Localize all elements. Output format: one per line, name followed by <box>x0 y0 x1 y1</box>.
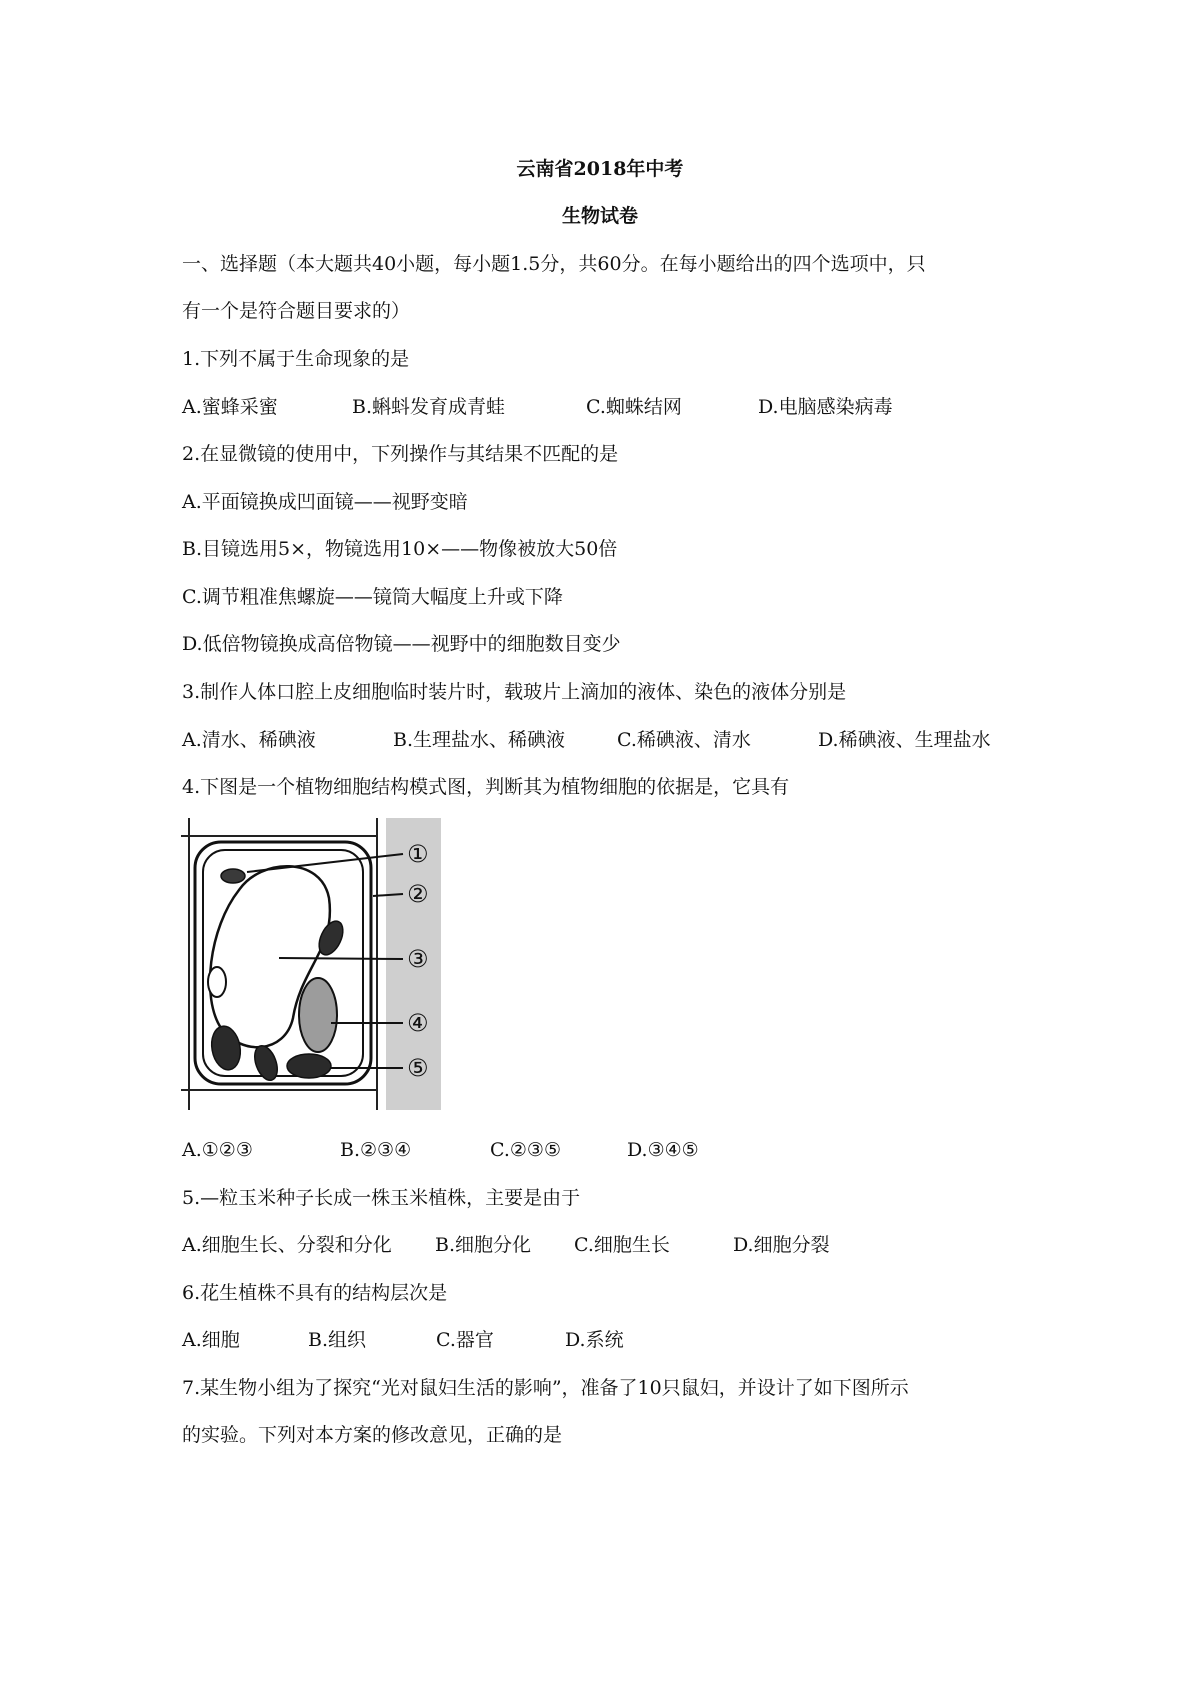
question-2-option-c: C.调节粗准焦螺旋——镜筒大幅度上升或下降 <box>182 586 563 608</box>
question-6-stem: 6.花生植株不具有的结构层次是 <box>182 1282 448 1304</box>
chloroplast <box>287 1054 331 1078</box>
question-1-option-c: C.蜘蛛结网 <box>586 396 682 418</box>
question-3-option-b: B.生理盐水、稀碘液 <box>393 729 566 751</box>
question-6-option-a: A.细胞 <box>182 1329 240 1351</box>
question-1-option-a: A.蜜蜂采蜜 <box>182 396 278 418</box>
question-5-stem: 5.—粒玉米种子长成一株玉米植株，主要是由于 <box>182 1187 581 1209</box>
question-2-option-a: A.平面镜换成凹面镜——视野变暗 <box>182 491 468 513</box>
section-instruction-line2: 有一个是符合题目要求的） <box>182 300 411 322</box>
chloroplast <box>221 869 245 883</box>
diagram-label-1: ① <box>407 840 429 868</box>
question-4-option-c: C.②③⑤ <box>490 1139 561 1161</box>
diagram-label-2: ② <box>407 880 429 908</box>
question-1-option-d: D.电脑感染病毒 <box>758 396 893 418</box>
question-1-stem: 1.下列不属于生命现象的是 <box>182 348 410 370</box>
question-4-stem: 4.下图是一个植物细胞结构模式图，判断其为植物细胞的依据是，它具有 <box>182 776 790 798</box>
question-4-option-a: A.①②③ <box>182 1139 253 1161</box>
question-1-option-b: B.蝌蚪发育成青蛙 <box>352 396 506 418</box>
question-2-stem: 2.在显微镜的使用中，下列操作与其结果不匹配的是 <box>182 443 619 465</box>
nucleus <box>299 978 337 1052</box>
exam-subtitle: 生物试卷 <box>561 205 638 227</box>
question-5-option-c: C.细胞生长 <box>574 1234 670 1256</box>
plant-cell-svg <box>181 818 441 1110</box>
question-6-option-b: B.组织 <box>308 1329 367 1351</box>
section-instruction-line1: 一、选择题（本大题共40小题，每小题1.5分，共60分。在每小题给出的四个选项中，只 <box>182 253 926 275</box>
diagram-label-4: ④ <box>407 1009 429 1037</box>
diagram-label-3: ③ <box>407 945 429 973</box>
question-3-option-a: A.清水、稀碘液 <box>182 729 316 751</box>
plant-cell-diagram <box>181 818 441 1110</box>
exam-title: 云南省2018年中考 <box>516 158 684 180</box>
question-5-option-d: D.细胞分裂 <box>733 1234 830 1256</box>
question-5-option-b: B.细胞分化 <box>435 1234 532 1256</box>
question-7-stem-line1: 7.某生物小组为了探究“光对鼠妇生活的影响”，准备了10只鼠妇，并设计了如下图所示 <box>182 1377 909 1399</box>
question-7-stem-line2: 的实验。下列对本方案的修改意见，正确的是 <box>182 1424 563 1446</box>
question-4-option-d: D.③④⑤ <box>627 1139 699 1161</box>
question-2-option-b: B.目镜选用5×，物镜选用10×——物像被放大50倍 <box>182 538 618 560</box>
question-6-option-c: C.器官 <box>436 1329 494 1351</box>
chloroplast <box>208 967 226 997</box>
question-3-stem: 3.制作人体口腔上皮细胞临时装片时，载玻片上滴加的液体、染色的液体分别是 <box>182 681 847 703</box>
question-5-option-a: A.细胞生长、分裂和分化 <box>182 1234 392 1256</box>
diagram-label-5: ⑤ <box>407 1054 429 1082</box>
question-2-option-d: D.低倍物镜换成高倍物镜——视野中的细胞数目变少 <box>182 633 621 655</box>
question-6-option-d: D.系统 <box>565 1329 624 1351</box>
question-3-option-c: C.稀碘液、清水 <box>617 729 751 751</box>
question-3-option-d: D.稀碘液、生理盐水 <box>818 729 991 751</box>
question-4-option-b: B.②③④ <box>340 1139 412 1161</box>
